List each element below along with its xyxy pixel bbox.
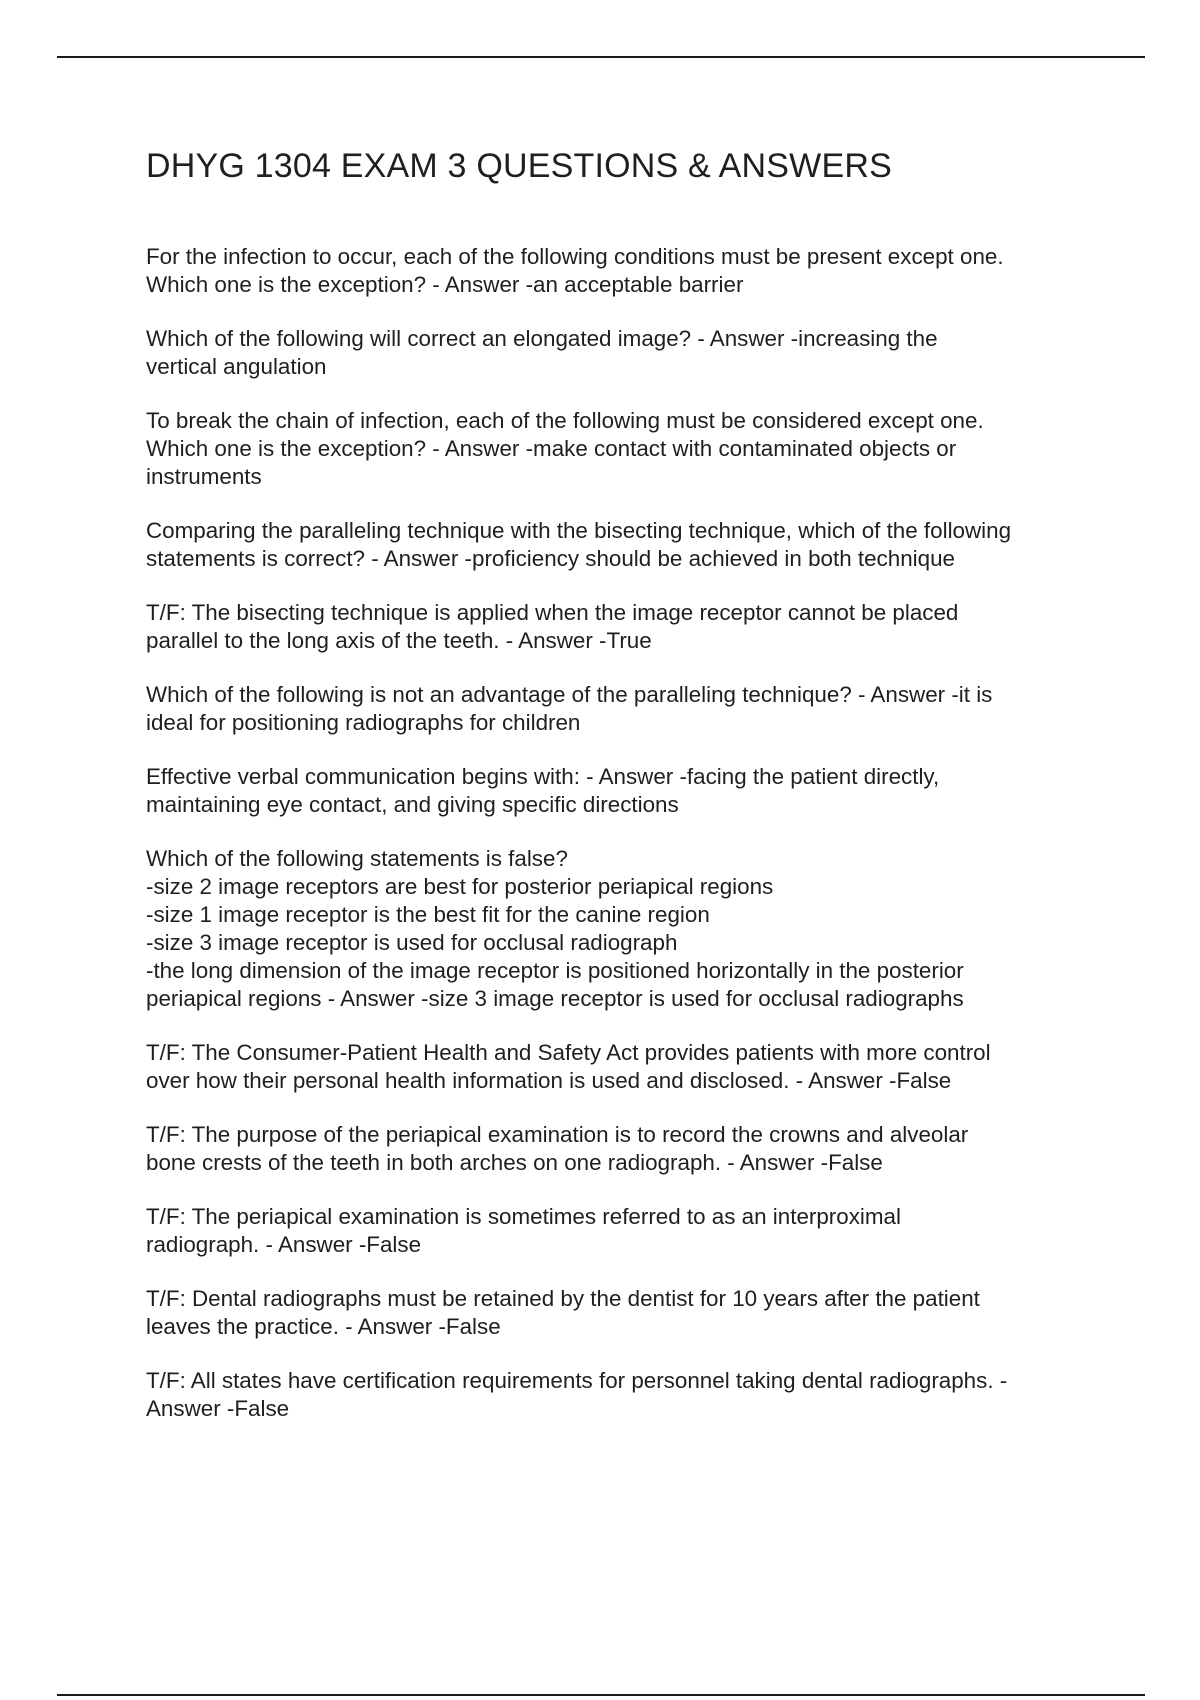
qa-item: T/F: The purpose of the periapical examination is to record the crowns and alveolar bone crests of the teeth in both arches on one radiograph. - Answer -False (146, 1122, 969, 1175)
qa-item: Which of the following statements is false? -size 2 image receptors are best for posterior periapical regions -size 1 image receptor is the best fit for the canine region -size 3 image receptor is used for occlusal radiograph -the long dimension of the image receptor is positioned horizontally in the posterior periapical regions - Answer -size 3 image receptor is used for occlusal radiographs (146, 846, 964, 1011)
qa-item: T/F: Dental radiographs must be retained by the dentist for 10 years after the patient leaves the practice. - Answer -False (146, 1286, 980, 1339)
qa-item: Effective verbal communication begins with: - Answer -facing the patient directly, maintaining eye contact, and giving specific directions (146, 764, 940, 817)
qa-item: Which of the following will correct an elongated image? - Answer -increasing the vertical angulation (146, 326, 938, 379)
qa-item: For the infection to occur, each of the following conditions must be present except one. Which one is the exception? - Answer -an acceptable barrier (146, 244, 1004, 297)
qa-item: To break the chain of infection, each of the following must be considered except one. Which one is the exception? - Answer -make contact with contaminated objects or instruments (146, 408, 984, 489)
qa-item: T/F: The bisecting technique is applied when the image receptor cannot be placed parallel to the long axis of the teeth. - Answer -True (146, 600, 959, 653)
bottom-rule (57, 1694, 1145, 1696)
qa-list (146, 243, 1096, 1449)
page-title: DHYG 1304 EXAM 3 QUESTIONS & ANSWERS (146, 147, 892, 185)
qa-item: Which of the following is not an advantage of the paralleling technique? - Answer -it is ideal for positioning radiographs for children (146, 682, 993, 735)
qa-item: T/F: The Consumer-Patient Health and Safety Act provides patients with more control over how their personal health information is used and disclosed. - Answer -False (146, 1040, 991, 1093)
top-rule (57, 56, 1145, 58)
qa-item: T/F: The periapical examination is sometimes referred to as an interproximal radiograph. - Answer -False (146, 1204, 901, 1257)
qa-item: Comparing the paralleling technique with the bisecting technique, which of the following statements is correct? - Answer -proficiency should be achieved in both technique (146, 518, 1012, 571)
qa-item: T/F: All states have certification requirements for personnel taking dental radiographs. - Answer -False (146, 1368, 1008, 1421)
